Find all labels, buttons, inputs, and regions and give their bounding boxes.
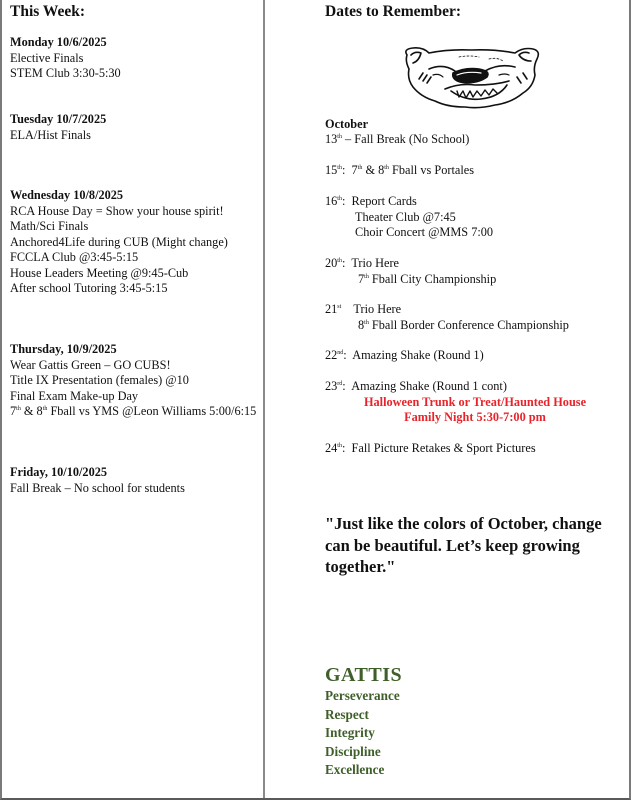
day-title: Friday, 10/10/2025 [10,465,108,479]
value-item: Perseverance [325,688,400,703]
value-item: Respect [325,706,369,722]
day-item: FCCLA Club @3:45-5:15 [10,250,139,264]
event-13th: 13th – Fall Break (No School) [325,132,470,146]
inspirational-quote: "Just like the colors of October, change can be beautiful. Let’s keep growing together." [325,514,602,576]
day-title: Monday 10/6/2025 [10,35,107,49]
day-item: STEM Club 3:30-5:30 [10,66,121,80]
value-item: Discipline [325,743,381,759]
day-item: Fall Break – No school for students [10,480,185,495]
day-item: House Leaders Meeting @9:45-Cub [10,265,189,280]
gattis-title: GATTIS [325,664,403,686]
day-item: ELA/Hist Finals [10,127,91,142]
day-item: Final Exam Make-up Day [10,388,139,403]
event-22nd: 22nd: Amazing Shake (Round 1) [325,348,484,362]
family-night-highlight: Family Night 5:30-7:00 pm [404,410,546,424]
dates-heading: Dates to Remember: [325,3,461,20]
event-21st: 21st Trio Here 8th Fball Border Conference Championship [325,302,569,332]
event-15th: 15th: 7th & 8th Fball vs Portales [325,163,474,177]
this-week-heading: This Week: [10,3,86,20]
day-item: After school Tutoring 3:45-5:15 [10,281,168,295]
event-23rd: 23rd: Amazing Shake (Round 1 cont) Halloween Trunk or Treat/Haunted House Family Night 5:30-7:00 pm [325,379,625,426]
day-item: Elective Finals [10,50,84,65]
day-item: Wear Gattis Green – GO CUBS! [10,357,171,372]
day-item: Title IX Presentation (females) @10 [10,373,189,387]
value-item: Excellence [325,762,385,777]
event-sub-item: Theater Club @7:45 [355,209,456,224]
value-item: Integrity [325,725,375,740]
event-24th: 24th: Fall Picture Retakes & Sport Pictures [325,441,536,455]
day-thursday [10,342,256,420]
day-tuesday [10,112,106,143]
day-title: Tuesday 10/7/2025 [10,112,107,126]
day-item: RCA House Day = Show your house spirit! [10,203,224,218]
event-20th: 20th: Trio Here 7th Fball City Championship [325,256,497,286]
day-item: Math/Sci Finals [10,219,89,233]
event-sub-item: Choir Concert @MMS 7:00 [355,225,494,239]
gattis-values [325,663,402,780]
day-item-football: 7th & 8th Fball vs YMS @Leon Williams 5:00/6:15 [10,404,257,418]
bear-cub-mascot-icon [399,45,543,110]
day-item: Anchored4Life during CUB (Might change) [10,234,228,249]
day-wednesday [10,188,228,297]
column-divider [263,0,265,798]
day-friday [10,465,185,496]
month-title: October [325,117,369,131]
day-monday [10,35,121,82]
day-title: Thursday, 10/9/2025 [10,342,117,356]
day-title: Wednesday 10/8/2025 [10,188,124,202]
event-16th: 16th: Report Cards Theater Club @7:45 Choir Concert @MMS 7:00 [325,194,494,239]
halloween-highlight: Halloween Trunk or Treat/Haunted House [363,394,587,409]
